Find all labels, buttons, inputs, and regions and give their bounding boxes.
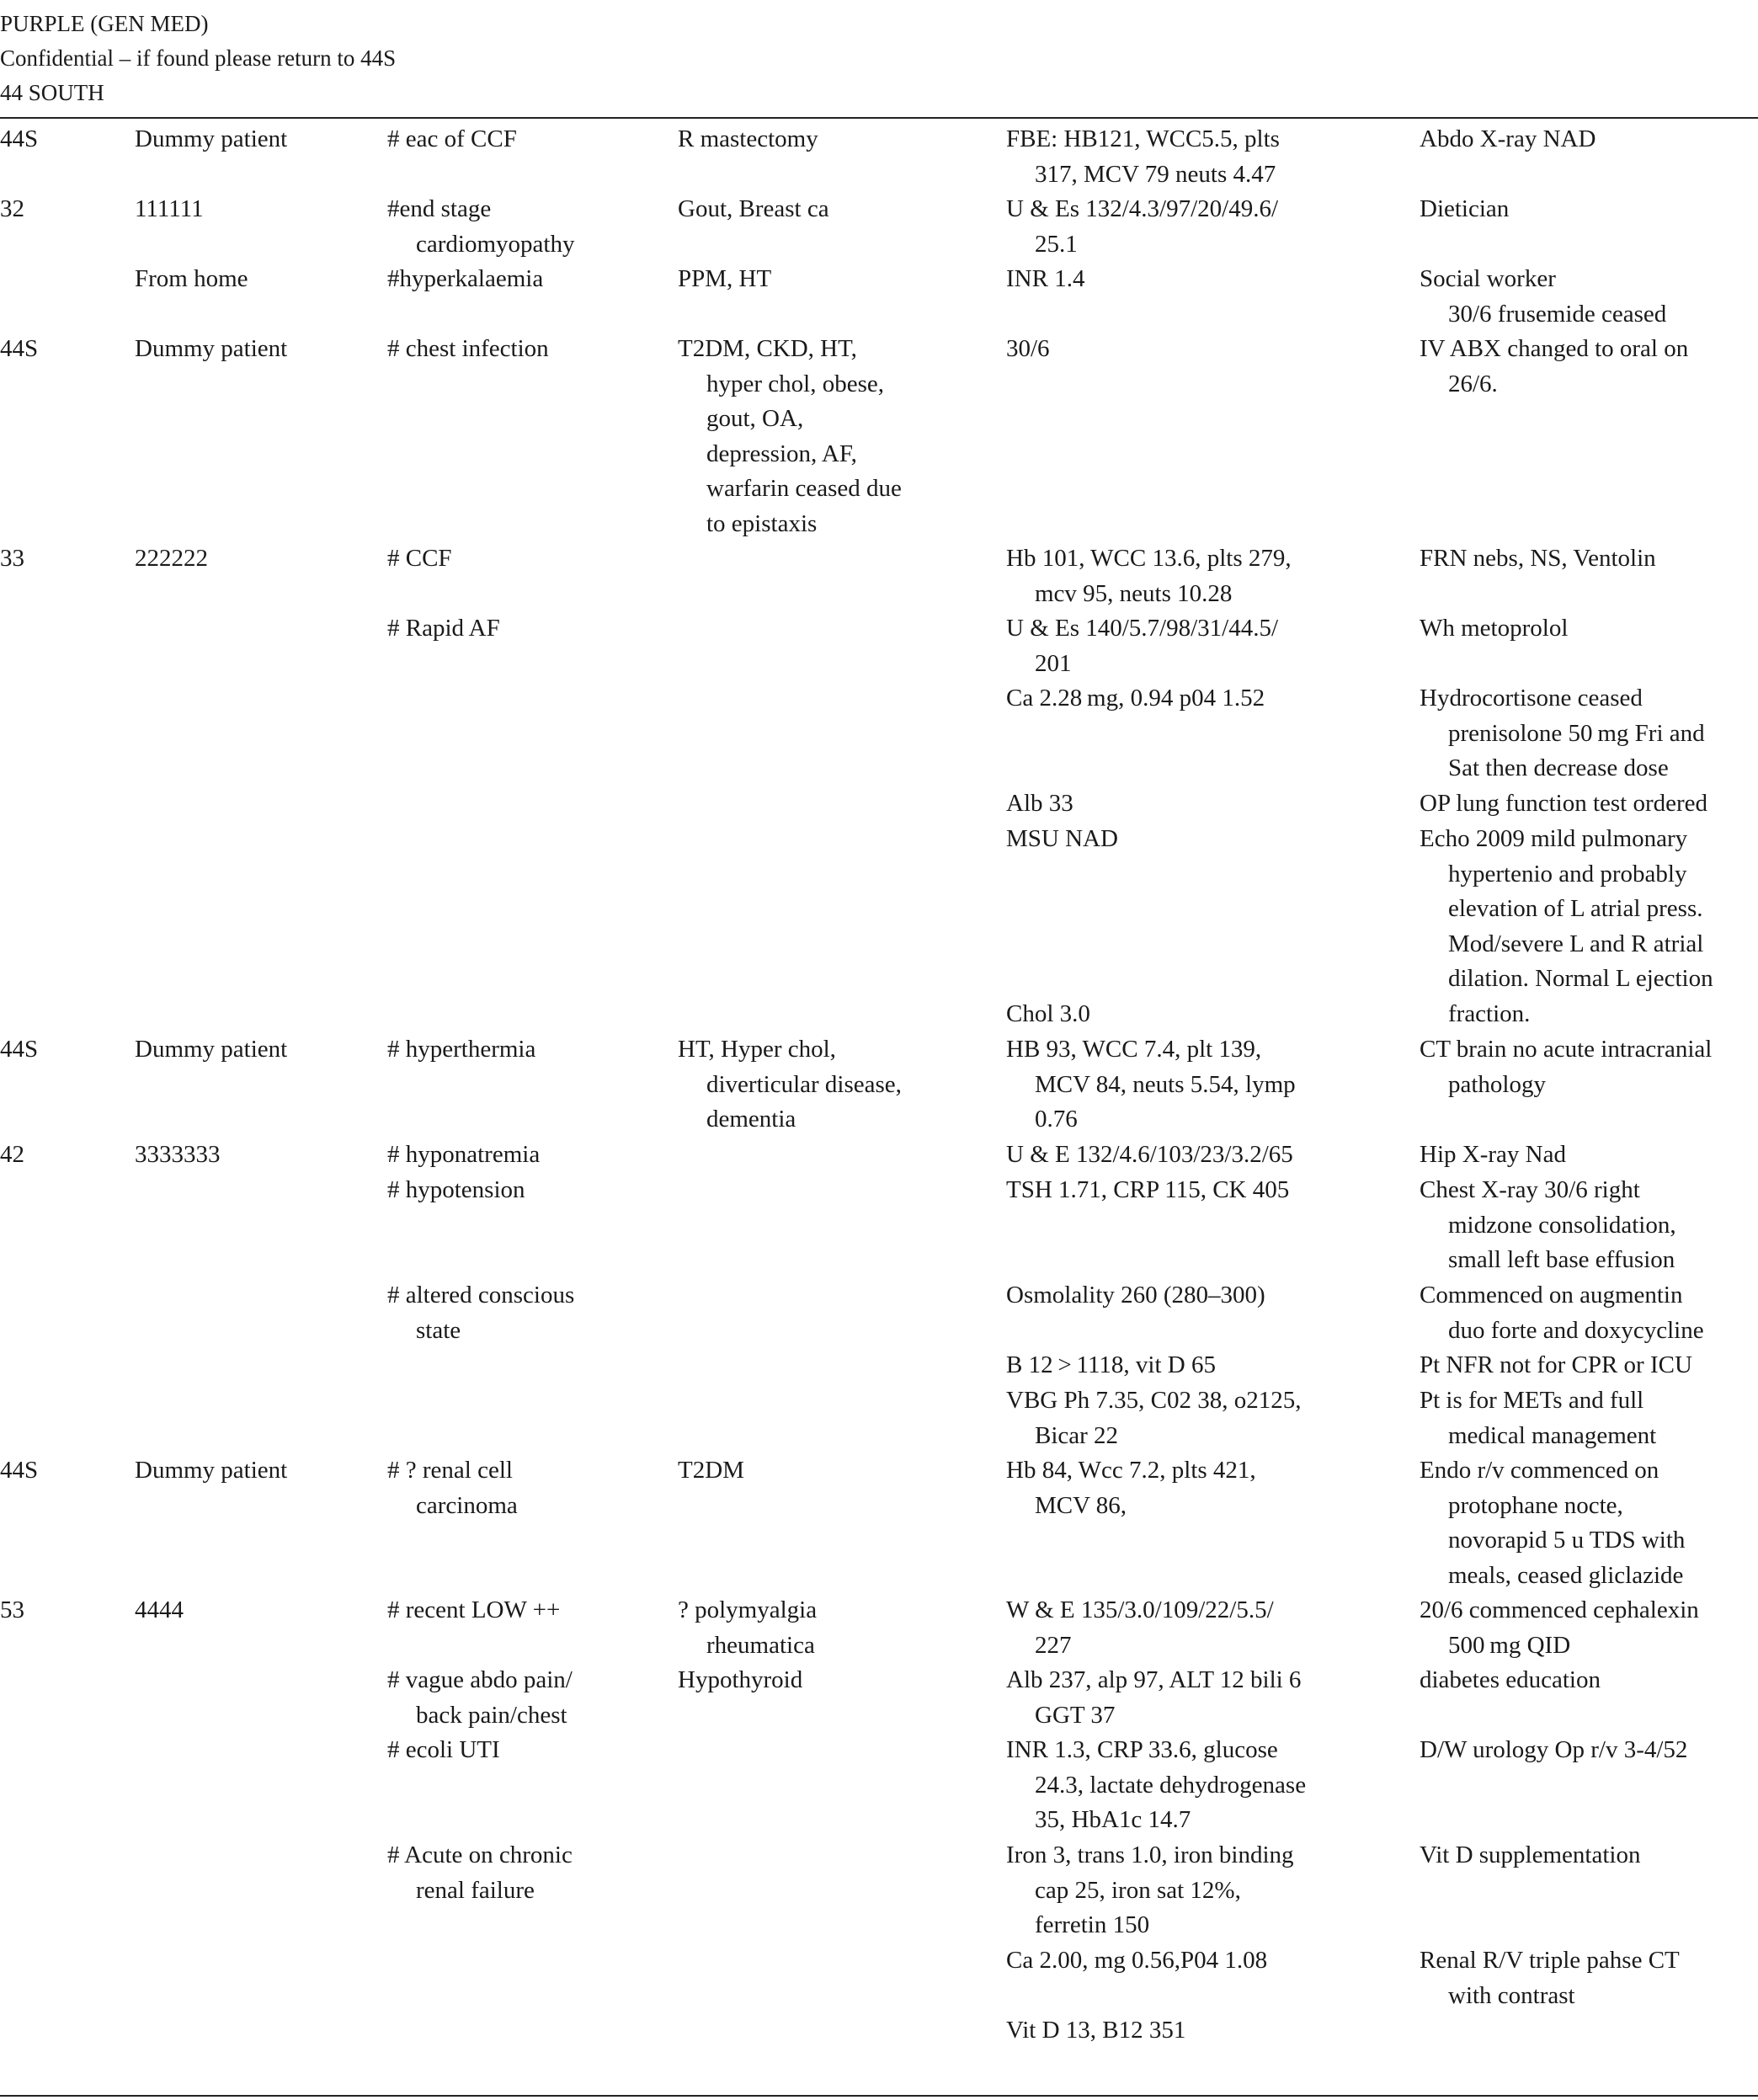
- plan-cell: [1420, 332, 1688, 402]
- cell-line: Hypothyroid: [678, 1666, 803, 1693]
- cell-line: 3333333: [135, 1141, 221, 1168]
- cell-line: # hyponatremia: [387, 1141, 541, 1168]
- room-cell: [0, 1453, 38, 1489]
- cell-line: 25.1: [1035, 230, 1078, 258]
- cell-line: VBG Ph 7.35, C02 38, o2125,: [1006, 1387, 1302, 1414]
- room-cell: [0, 1032, 38, 1068]
- cell-line: T2DM, CKD, HT,: [678, 335, 857, 362]
- cell-line: Ca 2.28 mg, 0.94 p04 1.52: [1006, 685, 1265, 712]
- cell-line: PPM, HT: [678, 265, 772, 292]
- cell-line: Hb 84, Wcc 7.2, plts 421,: [1006, 1457, 1256, 1484]
- results-cell: [1006, 611, 1278, 681]
- cell-line: 222222: [135, 545, 208, 572]
- diagnosis-cell: [387, 1663, 573, 1733]
- cell-line: Dummy patient: [135, 1457, 288, 1484]
- cell-line: depression, AF,: [706, 440, 857, 467]
- results-cell: [1006, 786, 1073, 822]
- cell-line: GGT 37: [1035, 1701, 1116, 1729]
- diagnosis-cell: [387, 1278, 574, 1348]
- diagnosis-cell: [387, 122, 517, 157]
- cell-line: Echo 2009 mild pulmonary: [1420, 825, 1688, 852]
- cell-line: FRN nebs, NS, Ventolin: [1420, 545, 1656, 572]
- cell-line: pathology: [1448, 1070, 1546, 1098]
- id-cell: [135, 332, 287, 367]
- cell-line: Chol 3.0: [1006, 1000, 1090, 1027]
- cell-line: # ecoli UTI: [387, 1736, 500, 1763]
- cell-line: W & E 135/3.0/109/22/5.5/: [1006, 1596, 1274, 1623]
- history-cell: [678, 1663, 802, 1698]
- ward-code: 44 SOUTH: [0, 80, 104, 105]
- plan-cell: [1420, 786, 1707, 822]
- cell-line: small left base effusion: [1448, 1246, 1675, 1273]
- diagnosis-cell: [387, 192, 574, 262]
- results-cell: [1006, 122, 1280, 192]
- cell-line: protophane nocte,: [1448, 1491, 1623, 1519]
- cell-line: prenisolone 50 mg Fri and: [1448, 719, 1705, 747]
- results-cell: [1006, 1383, 1301, 1453]
- plan-cell: [1420, 192, 1509, 227]
- cell-line: # altered conscious: [387, 1282, 575, 1309]
- cell-line: Pt NFR not for CPR or ICU: [1420, 1351, 1692, 1378]
- plan-cell: [1420, 1383, 1656, 1453]
- id-cell: [135, 1453, 287, 1489]
- cell-line: Dietician: [1420, 195, 1510, 222]
- cell-line: 44S: [0, 125, 39, 152]
- cell-line: Vit D supplementation: [1420, 1841, 1641, 1868]
- cell-line: 30/6 frusemide ceased: [1448, 300, 1667, 328]
- cell-line: Sat then decrease dose: [1448, 754, 1669, 781]
- history-cell: [678, 332, 902, 541]
- cell-line: Renal R/V triple pahse CT: [1420, 1947, 1680, 1974]
- id-cell: [135, 1138, 221, 1173]
- history-cell: [678, 122, 818, 157]
- results-cell: [1006, 1138, 1293, 1173]
- cell-line: FBE: HB121, WCC5.5, plts: [1006, 125, 1280, 152]
- cell-line: MCV 84, neuts 5.54, lymp: [1035, 1070, 1296, 1098]
- cell-line: B 12 > 1118, vit D 65: [1006, 1351, 1216, 1378]
- cell-line: 35, HbA1c 14.7: [1035, 1806, 1191, 1833]
- cell-line: diabetes education: [1420, 1666, 1601, 1693]
- cell-line: back pain/chest: [416, 1701, 567, 1729]
- cell-line: 317, MCV 79 neuts 4.47: [1035, 160, 1276, 188]
- cell-line: duo forte and doxycycline: [1448, 1316, 1704, 1344]
- plan-cell: [1420, 1593, 1699, 1663]
- cell-line: ? polymyalgia: [678, 1596, 818, 1623]
- plan-cell: [1420, 1278, 1704, 1348]
- results-cell: [1006, 332, 1050, 367]
- cell-line: D/W urology Op r/v 3-4/52: [1420, 1736, 1688, 1763]
- cell-line: 32: [0, 195, 24, 222]
- cell-line: Abdo X-ray NAD: [1420, 125, 1596, 152]
- cell-line: rheumatica: [706, 1631, 815, 1659]
- results-cell: [1006, 1173, 1289, 1208]
- cell-line: hypertenio and probably: [1448, 860, 1687, 887]
- results-cell: [1006, 1348, 1216, 1383]
- cell-line: 44S: [0, 335, 39, 362]
- plan-cell: [1420, 1173, 1676, 1278]
- cell-line: Hydrocortisone ceased: [1420, 685, 1643, 712]
- cell-line: fraction.: [1448, 999, 1531, 1027]
- diagnosis-cell: [387, 262, 543, 297]
- results-cell: [1006, 2013, 1185, 2049]
- results-cell: [1006, 1593, 1274, 1663]
- cell-line: ferretin 150: [1035, 1911, 1150, 1938]
- history-cell: [678, 1453, 744, 1489]
- cell-line: Hb 101, WCC 13.6, plts 279,: [1006, 545, 1292, 572]
- cell-line: gout, OA,: [706, 405, 804, 432]
- cell-line: dementia: [706, 1106, 796, 1133]
- cell-line: Dummy patient: [135, 335, 288, 362]
- cell-line: Alb 237, alp 97, ALT 12 bili 6: [1006, 1666, 1302, 1693]
- cell-line: HT, Hyper chol,: [678, 1036, 836, 1063]
- cell-line: 4444: [135, 1596, 184, 1623]
- cell-line: warfarin ceased due: [706, 475, 902, 502]
- cell-line: to epistaxis: [706, 509, 818, 537]
- ward-name: PURPLE (GEN MED): [0, 11, 209, 36]
- cell-line: medical management: [1448, 1421, 1657, 1449]
- room-cell: [0, 541, 24, 577]
- cell-line: with contrast: [1448, 1981, 1575, 2009]
- cell-line: novorapid 5 u TDS with: [1448, 1527, 1686, 1554]
- id-cell: [135, 1593, 184, 1628]
- diagnosis-cell: [387, 1032, 535, 1068]
- cell-line: meals, ceased gliclazide: [1448, 1561, 1684, 1589]
- cell-line: TSH 1.71, CRP 115, CK 405: [1006, 1176, 1290, 1203]
- room-cell: [0, 122, 38, 157]
- results-cell: [1006, 1838, 1294, 1943]
- cell-line: cardiomyopathy: [416, 230, 575, 258]
- cell-line: Social worker: [1420, 265, 1556, 292]
- room-cell: [0, 1593, 24, 1628]
- cell-line: HB 93, WCC 7.4, plt 139,: [1006, 1036, 1262, 1063]
- cell-line: mcv 95, neuts 10.28: [1035, 579, 1233, 607]
- cell-line: 24.3, lactate dehydrogenase: [1035, 1771, 1307, 1799]
- cell-line: carcinoma: [416, 1491, 518, 1519]
- plan-cell: [1420, 1032, 1712, 1102]
- cell-line: renal failure: [416, 1876, 535, 1904]
- plan-cell: [1420, 1453, 1685, 1593]
- cell-line: Commenced on augmentin: [1420, 1282, 1683, 1309]
- room-cell: [0, 1138, 24, 1173]
- cell-line: Bicar 22: [1035, 1421, 1119, 1449]
- cell-line: state: [416, 1316, 461, 1344]
- history-cell: [678, 1593, 817, 1663]
- history-cell: [678, 1032, 902, 1138]
- cell-line: diverticular disease,: [706, 1070, 902, 1098]
- cell-line: T2DM: [678, 1457, 744, 1484]
- cell-line: U & Es 132/4.3/97/20/49.6/: [1006, 195, 1279, 222]
- cell-line: Dummy patient: [135, 1036, 288, 1063]
- room-cell: [0, 332, 38, 367]
- id-cell: [135, 192, 204, 227]
- plan-cell: [1420, 1733, 1687, 1768]
- diagnosis-cell: [387, 1593, 560, 1628]
- cell-line: From home: [135, 265, 248, 292]
- cell-line: # ? renal cell: [387, 1457, 513, 1484]
- plan-cell: [1420, 611, 1568, 647]
- results-cell: [1006, 1032, 1296, 1138]
- cell-line: Vit D 13, B12 351: [1006, 2017, 1186, 2044]
- cell-line: Iron 3, trans 1.0, iron binding: [1006, 1841, 1294, 1868]
- history-cell: [678, 192, 829, 227]
- plan-cell: [1420, 822, 1713, 1031]
- cell-line: 0.76: [1035, 1106, 1078, 1133]
- cell-line: # chest infection: [387, 335, 549, 362]
- results-cell: [1006, 1278, 1265, 1314]
- table-bottom-rule: [0, 2095, 1758, 2097]
- id-cell: [135, 1032, 287, 1068]
- cell-line: Mod/severe L and R atrial: [1448, 930, 1704, 957]
- id-cell: [135, 262, 248, 297]
- diagnosis-cell: [387, 1838, 573, 1908]
- cell-line: # hyperthermia: [387, 1036, 536, 1063]
- results-cell: [1006, 822, 1118, 857]
- diagnosis-cell: [387, 1453, 518, 1523]
- confidential-notice: Confidential – if found please return to 44S: [0, 45, 397, 71]
- plan-cell: [1420, 262, 1666, 332]
- cell-line: 30/6: [1006, 335, 1050, 362]
- cell-line: 44S: [0, 1036, 39, 1063]
- cell-line: # hypotension: [387, 1176, 525, 1203]
- cell-line: #end stage: [387, 195, 492, 222]
- diagnosis-cell: [387, 1173, 525, 1208]
- results-cell: [1006, 681, 1265, 717]
- id-cell: [135, 122, 287, 157]
- cell-line: Wh metoprolol: [1420, 615, 1569, 642]
- cell-line: # eac of CCF: [387, 125, 517, 152]
- cell-line: 500 mg QID: [1448, 1631, 1571, 1659]
- results-cell: [1006, 997, 1090, 1032]
- plan-cell: [1420, 1663, 1601, 1698]
- diagnosis-cell: [387, 611, 500, 647]
- cell-line: cap 25, iron sat 12%,: [1035, 1876, 1241, 1904]
- results-cell: [1006, 1733, 1306, 1838]
- cell-line: R mastectomy: [678, 125, 818, 152]
- cell-line: midzone consolidation,: [1448, 1211, 1676, 1239]
- results-cell: [1006, 1453, 1256, 1523]
- cell-line: # Acute on chronic: [387, 1841, 573, 1868]
- cell-line: IV ABX changed to oral on: [1420, 335, 1689, 362]
- plan-cell: [1420, 1348, 1692, 1383]
- diagnosis-cell: [387, 1733, 500, 1768]
- id-cell: [135, 541, 208, 577]
- cell-line: #hyperkalaemia: [387, 265, 544, 292]
- diagnosis-cell: [387, 332, 549, 367]
- cell-line: dilation. Normal L ejection: [1448, 965, 1713, 992]
- cell-line: 44S: [0, 1457, 39, 1484]
- diagnosis-cell: [387, 1138, 540, 1173]
- cell-line: 201: [1035, 649, 1072, 677]
- results-cell: [1006, 541, 1292, 611]
- cell-line: MCV 86,: [1035, 1491, 1127, 1519]
- plan-cell: [1420, 1943, 1680, 2013]
- cell-line: 33: [0, 545, 24, 572]
- cell-line: # Rapid AF: [387, 615, 500, 642]
- cell-line: # CCF: [387, 545, 452, 572]
- cell-line: CT brain no acute intracranial: [1420, 1036, 1713, 1063]
- cell-line: 42: [0, 1141, 24, 1168]
- cell-line: U & Es 140/5.7/98/31/44.5/: [1006, 615, 1279, 642]
- diagnosis-cell: [387, 541, 452, 577]
- plan-cell: [1420, 681, 1705, 786]
- cell-line: Alb 33: [1006, 790, 1073, 817]
- cell-line: Osmolality 260 (280–300): [1006, 1282, 1265, 1309]
- cell-line: 111111: [135, 195, 204, 222]
- cell-line: OP lung function test ordered: [1420, 790, 1708, 817]
- cell-line: hyper chol, obese,: [706, 370, 884, 397]
- plan-cell: [1420, 122, 1596, 157]
- plan-cell: [1420, 1838, 1640, 1873]
- table-top-rule: [0, 117, 1758, 119]
- cell-line: 227: [1035, 1631, 1072, 1659]
- results-cell: [1006, 1663, 1301, 1733]
- cell-line: Dummy patient: [135, 125, 288, 152]
- results-cell: [1006, 192, 1278, 262]
- cell-line: INR 1.3, CRP 33.6, glucose: [1006, 1736, 1278, 1763]
- cell-line: 53: [0, 1596, 24, 1623]
- cell-line: Hip X-ray Nad: [1420, 1141, 1566, 1168]
- results-cell: [1006, 1943, 1267, 1979]
- cell-line: Endo r/v commenced on: [1420, 1457, 1659, 1484]
- room-cell: [0, 192, 24, 227]
- cell-line: # vague abdo pain/: [387, 1666, 573, 1693]
- plan-cell: [1420, 541, 1656, 577]
- cell-line: INR 1.4: [1006, 265, 1085, 292]
- results-cell: [1006, 262, 1084, 297]
- cell-line: Ca 2.00, mg 0.56,P04 1.08: [1006, 1947, 1268, 1974]
- cell-line: # recent LOW ++: [387, 1596, 561, 1623]
- document-header: [0, 7, 396, 110]
- cell-line: Pt is for METs and full: [1420, 1387, 1644, 1414]
- history-cell: [678, 262, 771, 297]
- cell-line: Chest X-ray 30/6 right: [1420, 1176, 1640, 1203]
- plan-cell: [1420, 1138, 1566, 1173]
- cell-line: U & E 132/4.6/103/23/3.2/65: [1006, 1141, 1293, 1168]
- cell-line: Gout, Breast ca: [678, 195, 829, 222]
- cell-line: 20/6 commenced cephalexin: [1420, 1596, 1699, 1623]
- cell-line: 26/6.: [1448, 370, 1498, 397]
- cell-line: MSU NAD: [1006, 825, 1118, 852]
- cell-line: elevation of L atrial press.: [1448, 895, 1703, 922]
